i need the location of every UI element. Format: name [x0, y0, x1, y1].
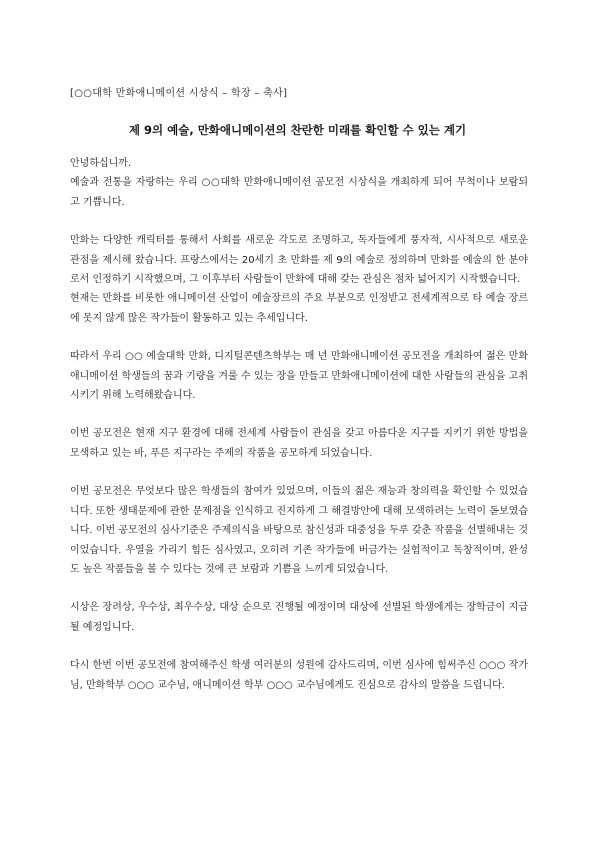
paragraph-industry: 현재는 만화를 비롯한 애니메이션 산업이 예술장르의 주요 부분으로 인정받고 전세계적으로 타 예술 장르에 못지 않게 많은 작가들이 활동하고 있는 추세입니다. [70, 293, 528, 324]
paragraph-manhwa-intro: 만화는 다양한 캐릭터를 통해서 사회를 새로운 각도로 조명하고, 독자들에게 풍자적, 시사적으로 새로운 관점을 제시해 왔습니다. 프랑스에서는 20세기 초 만화를 제 9의 예술로 정의하며 만화를 예술의 한 분야로서 인정하기 시작했으며, 그 이후부터 사람들이 만화에 대해 갖는 관심은 점차 넓어지기 시작했습니다. [70, 235, 528, 286]
paragraph-theme: 이번 공모전은 현재 지구 환경에 대해 전세계 사람들이 관심을 갖고 아름다운 지구를 지키기 위한 방법을 모색하고 있는 바, 푸른 지구라는 주제의 작품을 공모하게 되었습니다. [70, 428, 528, 459]
paragraph-opening: 예술과 전통을 자랑하는 우리 ○○대학 만화애니메이션 공모전 시상식을 개최하게 되어 무척이나 보람되고 기쁩니다. [70, 177, 528, 208]
paragraph-contest-history: 따라서 우리 ○○ 예술대학 만화, 디지털콘텐츠학부는 매 년 만화애니메이션 공모전을 개최하여 젊은 만화애니메이션 학생들의 꿈과 기량을 겨룰 수 있는 장을 만들고 만화애니메이션에 대한 사람들의 관심을 고취시키기 위해 노력해왔습니다. [70, 351, 528, 402]
paragraph-greeting: 안녕하십니까. [70, 158, 132, 169]
document-body [70, 154, 528, 695]
header-tag: [○○대학 만화애니메이션 시상식 – 학장 – 축사] [70, 88, 288, 99]
paragraph-thanks: 다시 한번 이번 공모전에 참여해주신 학생 여러분의 성원에 감사드리며, 이번 심사에 힘써주신 ○○○ 작가님, 만화학부 ○○○ 교수님, 애니메이션 학부 ○○○ 교수님에게도 진심으로 감사의 말씀을 드립니다. [70, 660, 528, 691]
paragraph-review: 이번 공모전은 무엇보다 많은 학생들의 참여가 있었으며, 이들의 젊은 재능과 창의력을 확인할 수 있었습니다. 또한 생태문제에 관한 문제점을 인식하고 진지하게 그 해결방안에 대해 모색하려는 노력이 돋보였습니다. 이번 공모전의 심사기준은 주제의식을 바탕으로 참신성과 대중성을 두루 갖춘 작품을 선별해내는 것이었습니다. 우열을 가리기 힘든 심사였고, 오히려 기존 작가들에 버금가는 실험적이고 독창적이며, 완성도 높은 작품들을 볼 수 있다는 것에 큰 보람과 기쁨을 느끼게 되었습니다. [70, 486, 528, 575]
document-title: 제 9의 예술, 만화애니메이션의 찬란한 미래를 확인할 수 있는 계기 [128, 123, 467, 137]
paragraph-awards: 시상은 장려상, 우수상, 최우수상, 대상 순으로 진행될 예정이며 대상에 선별된 학생에게는 장학금이 지급될 예정입니다. [70, 602, 528, 633]
